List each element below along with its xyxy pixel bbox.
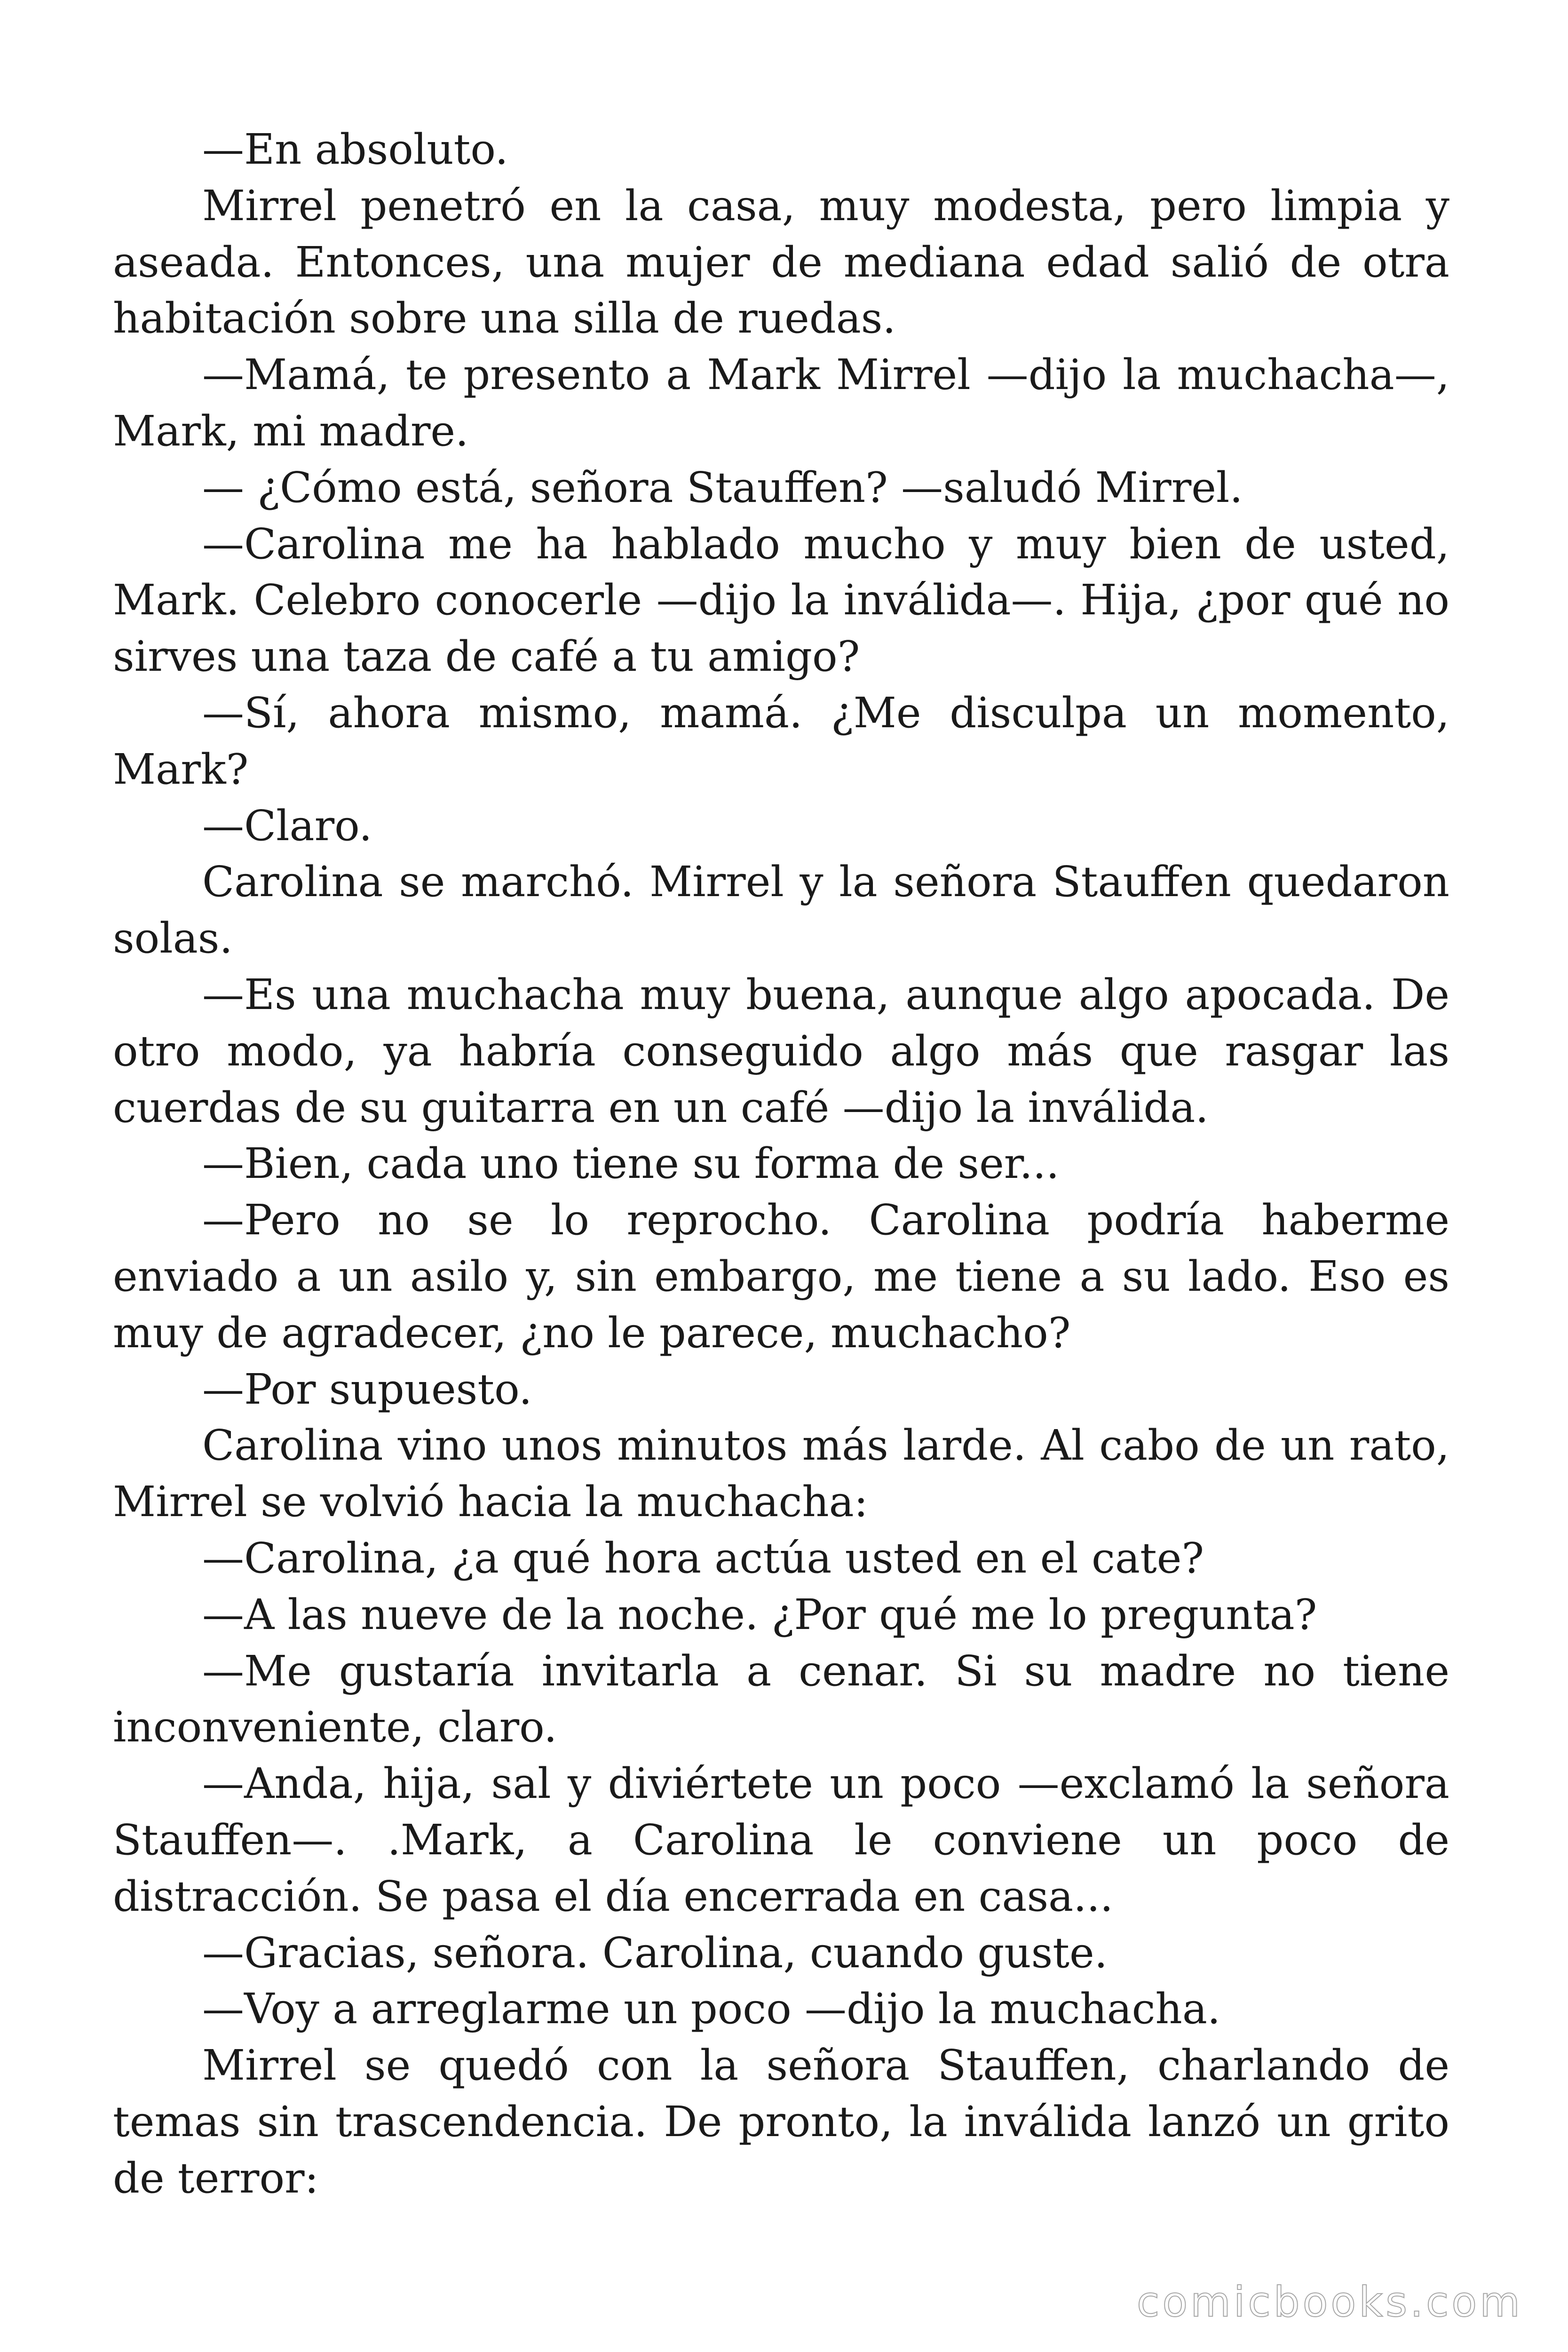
paragraph: —Anda, hija, sal y diviértete un poco —exclamó la señora Stauffen—. .Mark, a Carolina le conviene un poco de distracción. Se pasa el día encerrada en casa...	[113, 1759, 1449, 1921]
paragraph: —Claro.	[202, 801, 372, 850]
paragraph: Mirrel penetró en la casa, muy modesta, pero limpia y aseada. Entonces, una mujer de mediana edad salió de otra habitación sobre una silla de ruedas.	[113, 181, 1449, 343]
paragraph: —Voy a arreglarme un poco —dijo la muchacha.	[202, 1984, 1221, 2034]
page-body	[113, 121, 1449, 2206]
paragraph: Carolina se marchó. Mirrel y la señora Stauffen quedaron solas.	[113, 857, 1449, 963]
paragraph: —Carolina me ha hablado mucho y muy bien de usted, Mark. Celebro conocerle —dijo la inválida—. Hija, ¿por qué no sirves una taza de café a tu amigo?	[113, 519, 1449, 681]
paragraph: —Mamá, te presento a Mark Mirrel —dijo la muchacha—, Mark, mi madre.	[113, 350, 1449, 455]
paragraph: Mirrel se quedó con la señora Stauffen, charlando de temas sin trascendencia. De pronto, la inválida lanzó un grito de terror:	[113, 2041, 1449, 2202]
paragraph: —Bien, cada uno tiene su forma de ser...	[202, 1139, 1060, 1188]
paragraph: —Carolina, ¿a qué hora actúa usted en el cate?	[202, 1533, 1204, 1582]
paragraph: —Sí, ahora mismo, mamá. ¿Me disculpa un momento, Mark?	[113, 688, 1449, 794]
paragraph: —Es una muchacha muy buena, aunque algo apocada. De otro modo, ya habría conseguido algo más que rasgar las cuerdas de su guitarra en un café —dijo la inválida.	[113, 969, 1449, 1132]
watermark: comicbooks.com	[1136, 2278, 1523, 2326]
paragraph: Carolina vino unos minutos más larde. Al cabo de un rato, Mirrel se volvió hacia la muchacha:	[113, 1421, 1449, 1526]
paragraph: —Me gustaría invitarla a cenar. Si su madre no tiene inconveniente, claro.	[113, 1646, 1449, 1752]
paragraph: —Por supuesto.	[202, 1364, 532, 1414]
paragraph: —Gracias, señora. Carolina, cuando guste.	[202, 1928, 1108, 1977]
paragraph: —Pero no se lo reprocho. Carolina podría haberme enviado a un asilo y, sin embargo, me tiene a su lado. Eso es muy de agradecer, ¿no le parece, muchacho?	[113, 1195, 1449, 1357]
paragraph: — ¿Cómo está, señora Stauffen? —saludó Mirrel.	[202, 462, 1243, 512]
paragraph: —A las nueve de la noche. ¿Por qué me lo pregunta?	[202, 1589, 1317, 1639]
paragraph: —En absoluto.	[202, 125, 508, 174]
